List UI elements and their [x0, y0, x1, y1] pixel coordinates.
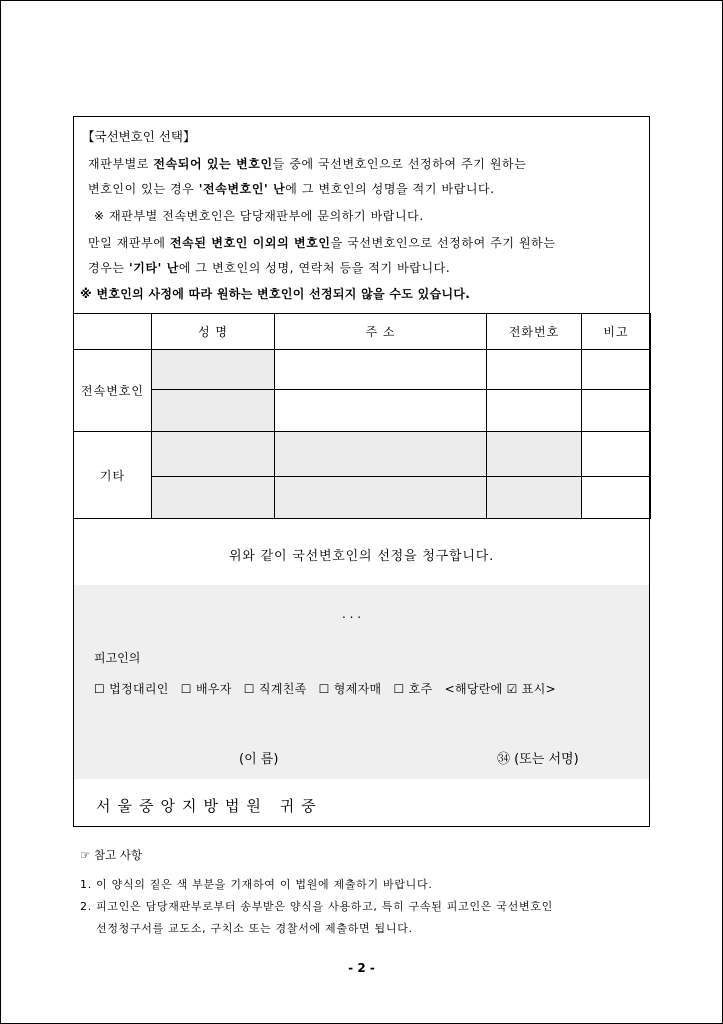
- other-name-cell-2[interactable]: [152, 477, 275, 519]
- defendant-label: 피고인의: [94, 651, 141, 665]
- dedicated-phone-cell-2[interactable]: [487, 390, 582, 432]
- request-statement: 위와 같이 국선변호인의 선정을 청구합니다.: [228, 549, 495, 564]
- checkbox-lineal-relative[interactable]: ☐ 직계친족: [243, 682, 307, 696]
- text: 경우는: [88, 261, 129, 275]
- reference-item-2: 2. 피고인은 담당재판부로부터 송부받은 양식을 사용하고, 특히 구속된 피고인은 국선변호인: [80, 900, 553, 913]
- relation-checkboxes: [94, 680, 564, 697]
- other-address-cell-1[interactable]: [275, 432, 487, 477]
- seal-field[interactable]: ㉞ (또는 서명): [497, 752, 579, 767]
- dedicated-address-cell-1[interactable]: [275, 350, 487, 390]
- header-address: 주 소: [275, 314, 487, 350]
- header-phone: 전화번호: [487, 314, 582, 350]
- paragraph-2-line-1: [88, 234, 556, 251]
- table-header-row: [74, 314, 651, 350]
- text: 변호인이 있는 경우: [88, 182, 199, 196]
- form-box: [73, 116, 650, 827]
- checkbox-household-head[interactable]: ☐ 호주: [393, 682, 433, 696]
- page-number: - 2 -: [348, 961, 375, 975]
- row-label-dedicated: 전속변호인: [74, 350, 152, 432]
- text: 만일 재판부에: [88, 236, 170, 250]
- other-remarks-cell-2[interactable]: [582, 477, 651, 519]
- dedicated-address-cell-2[interactable]: [275, 390, 487, 432]
- text: 에 그 변호인의 성명을 적기 바랍니다.: [285, 182, 495, 196]
- header-remarks: 비고: [582, 314, 651, 350]
- checkbox-spouse[interactable]: ☐ 배우자: [180, 682, 232, 696]
- text: 들 중에 국선변호인으로 선정하여 주기 원하는: [272, 157, 527, 171]
- court-addressee: 서울중앙지방법원 귀중: [96, 797, 323, 815]
- reference-item-1: 1. 이 양식의 짙은 색 부분을 기재하여 이 법원에 제출하기 바랍니다.: [80, 878, 433, 891]
- other-remarks-cell-1[interactable]: [582, 432, 651, 477]
- emphasis: 전속된 변호인 이외의 변호인: [169, 236, 331, 250]
- dedicated-name-cell-2[interactable]: [152, 390, 275, 432]
- reference-heading: ☞ 참고 사항: [80, 848, 143, 862]
- paragraph-1-line-1: [88, 155, 526, 172]
- dedicated-phone-cell-1[interactable]: [487, 350, 582, 390]
- other-address-cell-2[interactable]: [275, 477, 487, 519]
- name-field[interactable]: (이 름): [239, 752, 279, 767]
- checkbox-sibling[interactable]: ☐ 형제자매: [318, 682, 382, 696]
- table-row: [74, 390, 651, 432]
- text: 을 국선변호인으로 선정하여 주기 원하는: [330, 236, 556, 250]
- date-field[interactable]: . . .: [342, 607, 362, 621]
- dedicated-name-cell-1[interactable]: [152, 350, 275, 390]
- lawyer-table: [73, 313, 651, 519]
- selection-warning: ※ 변호인의 사정에 따라 원하는 변호인이 선정되지 않을 수도 있습니다.: [80, 287, 471, 301]
- other-phone-cell-1[interactable]: [487, 432, 582, 477]
- mark-hint: <해당란에 ☑ 표시>: [444, 682, 556, 696]
- emphasis: '기타' 난: [129, 261, 179, 275]
- paragraph-2-line-2: [88, 259, 450, 276]
- table-row: [74, 350, 651, 390]
- table-row: [74, 432, 651, 477]
- other-name-cell-1[interactable]: [152, 432, 275, 477]
- emphasis: '전속변호인' 난: [198, 182, 286, 196]
- dedicated-remarks-cell-2[interactable]: [582, 390, 651, 432]
- row-label-other: 기타: [74, 432, 152, 519]
- reference-item-2-cont: 선정청구서를 교도소, 구치소 또는 경찰서에 제출하면 됩니다.: [96, 922, 413, 935]
- dedicated-remarks-cell-1[interactable]: [582, 350, 651, 390]
- checkbox-legal-representative[interactable]: ☐ 법정대리인: [94, 682, 169, 696]
- header-cell-empty: [74, 314, 152, 350]
- section-title: 【국선변호인 선택】: [82, 129, 196, 144]
- text: 에 그 변호인의 성명, 연락처 등을 적기 바랍니다.: [178, 261, 451, 275]
- other-phone-cell-2[interactable]: [487, 477, 582, 519]
- header-name: 성 명: [152, 314, 275, 350]
- applicant-area: [74, 585, 649, 779]
- emphasis: 전속되어 있는 변호인: [153, 157, 273, 171]
- paragraph-1-line-2: [88, 180, 495, 197]
- text: 재판부별로: [88, 157, 154, 171]
- inquiry-note: ※ 재판부별 전속변호인은 담당재판부에 문의하기 바랍니다.: [94, 209, 424, 223]
- table-row: [74, 477, 651, 519]
